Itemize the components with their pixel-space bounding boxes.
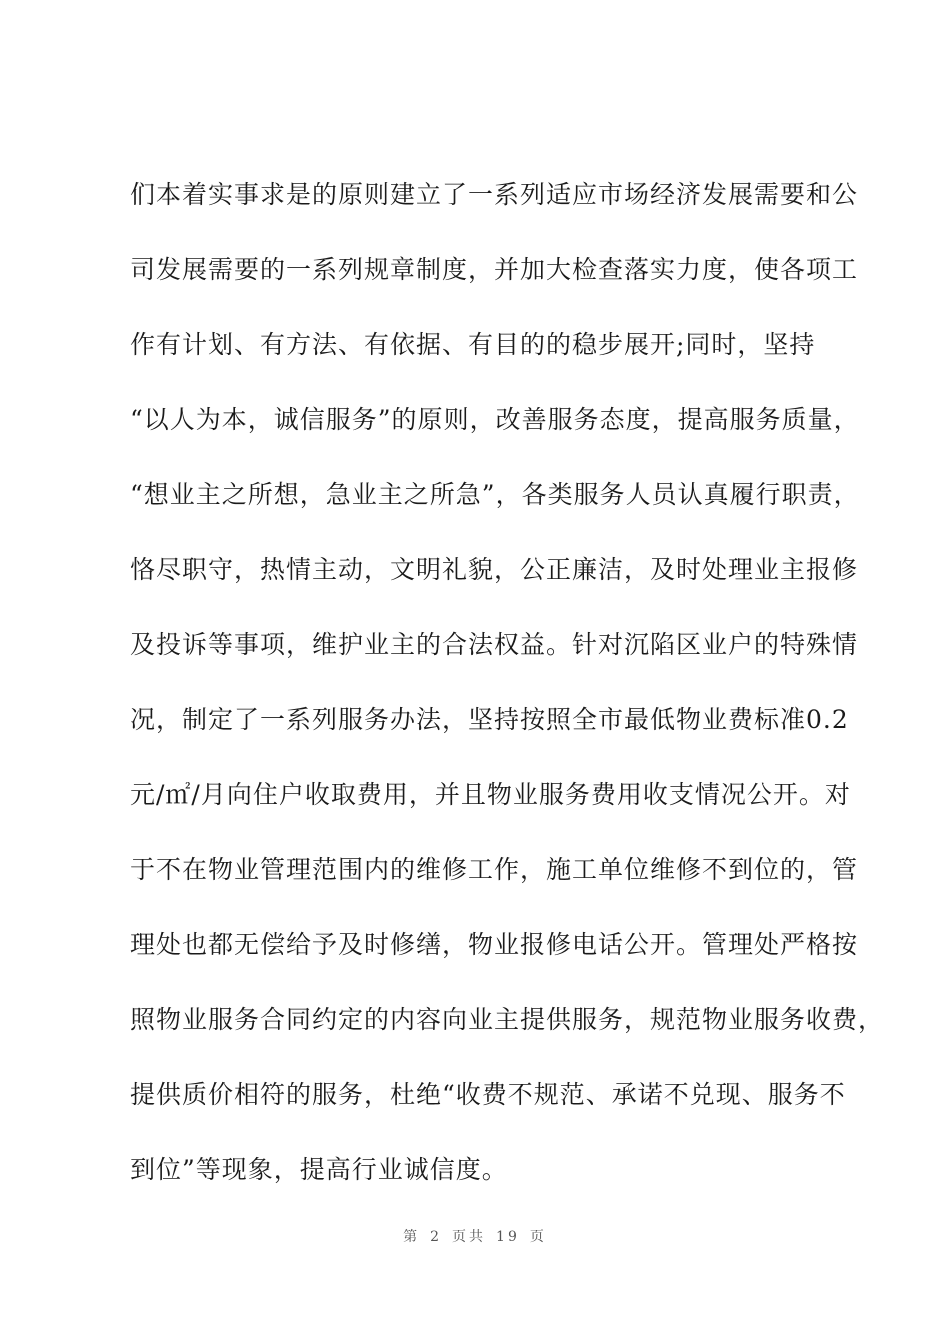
text-line: 及投诉等事项，维护业主的合法权益。针对沉陷区业户的特殊情 [130, 630, 859, 659]
footer-middle: 页共 [452, 1229, 487, 1245]
text-line: 元/㎡/月向住户收取费用，并且物业服务费用收支情况公开。对 [130, 780, 851, 809]
text-line: “想业主之所想，急业主之所急”，各类服务人员认真履行职责， [130, 480, 860, 509]
footer-prefix: 第 [403, 1229, 421, 1245]
text-line: “以人为本，诚信服务”的原则，改善服务态度，提高服务质量， [130, 405, 860, 434]
body-paragraph [130, 168, 885, 1218]
text-line: 提供质价相符的服务，杜绝“收费不规范、承诺不兑现、服务不 [130, 1080, 846, 1109]
page-number: 2 [430, 1229, 443, 1245]
text-line: 司发展需要的一系列规章制度，并加大检查落实力度，使各项工 [130, 255, 859, 284]
text-line: 况，制定了一系列服务办法，坚持按照全市最低物业费标准0.2 [130, 705, 849, 734]
text-line: 们本着实事求是的原则建立了一系列适应市场经济发展需要和公 [130, 180, 859, 209]
page-total: 19 [496, 1229, 520, 1245]
text-line: 到位”等现象，提高行业诚信度。 [130, 1155, 508, 1184]
text-line: 理处也都无偿给予及时修缮，物业报修电话公开。管理处严格按 [130, 930, 859, 959]
footer-suffix: 页 [529, 1229, 547, 1245]
text-line: 作有计划、有方法、有依据、有目的的稳步展开;同时，坚持 [130, 330, 816, 359]
text-line: 恪尽职守，热情主动，文明礼貌，公正廉洁，及时处理业主报修 [130, 555, 859, 584]
text-line: 于不在物业管理范围内的维修工作，施工单位维修不到位的，管 [130, 855, 859, 884]
text-line: 照物业服务合同约定的内容向业主提供服务，规范物业服务收费， [130, 1005, 885, 1034]
page-footer [0, 1226, 950, 1246]
